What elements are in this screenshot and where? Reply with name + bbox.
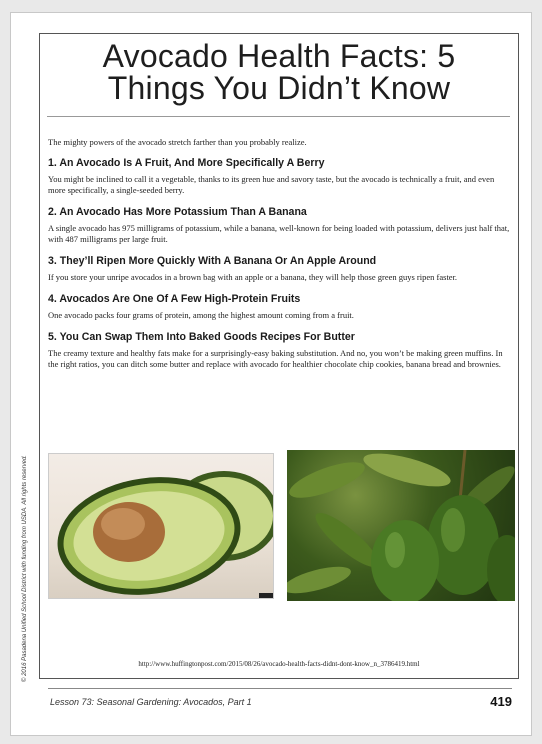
- fact-body-5: The creamy texture and healthy fats make for a surprisingly-easy baking substitution. And no, you won’t be making green muffins. In the right ratios, you can ditch some butter and replace with avocado for healthier chocolate chip cookies, banana bread and brownies.: [48, 348, 503, 369]
- page-number: 419: [490, 694, 512, 709]
- fact-body-3: If you store your unripe avocados in a brown bag with an apple or a banana, they will help those green guys ripen faster.: [48, 272, 458, 282]
- halved-avocado-photo: [48, 453, 274, 599]
- fact-heading-5: 5. You Can Swap Them Into Baked Goods Recipes For Butter: [48, 331, 355, 343]
- title-line-2: Things You Didn’t Know: [107, 70, 451, 106]
- leaf: [360, 450, 453, 493]
- fact-section-2: [48, 206, 510, 245]
- fact-heading-3: 3. They’ll Ripen More Quickly With A Banana Or An Apple Around: [48, 255, 377, 267]
- avocado-pit-highlight: [101, 508, 145, 540]
- fact-section-5: [48, 331, 510, 370]
- fact-body-2: A single avocado has 975 milligrams of potassium, while a banana, well-known for being loaded with potassium, delivers just half that, with 487 milligrams per large fruit.: [48, 223, 510, 244]
- article-body: [48, 137, 510, 380]
- avocado-fruit-shine: [385, 532, 405, 568]
- avocado-fruit: [371, 520, 439, 601]
- source-url[interactable]: http://www.huffingtonpost.com/2015/08/26/avocado-health-facts-didnt-dont-know_n_3786419.html: [138, 660, 420, 668]
- avocado-fruit-shine: [441, 508, 465, 552]
- fact-body-4: One avocado packs four grams of protein, among the highest amount coming from a fruit.: [48, 310, 354, 320]
- halved-avocado-illustration: [49, 454, 274, 599]
- page-title: [39, 40, 519, 104]
- leaf: [287, 561, 353, 598]
- leaf: [287, 455, 369, 505]
- lesson-title: Lesson 73: Seasonal Gardening: Avocados, Part 1: [50, 697, 252, 707]
- fact-section-4: [48, 293, 510, 321]
- fact-heading-1: 1. An Avocado Is A Fruit, And More Specifically A Berry: [48, 157, 325, 169]
- fact-heading-4: 4. Avocados Are One Of A Few High-Protein Fruits: [48, 293, 301, 305]
- avocado-tree-illustration: [287, 450, 515, 601]
- copyright-notice: © 2016 Pasadena Unified School District with funding from USDA. All rights reserved.: [22, 455, 28, 682]
- title-divider: [47, 116, 510, 117]
- fact-body-1: You might be inclined to call it a vegetable, thanks to its green hue and savory taste, but the avocado is technically a fruit, and even more specifically, a single-seeded berry.: [48, 174, 495, 195]
- fact-section-1: [48, 157, 510, 196]
- intro-paragraph: The mighty powers of the avocado stretch farther than you probably realize.: [48, 137, 307, 147]
- fact-section-3: [48, 255, 510, 283]
- footer-divider: [48, 688, 512, 689]
- fact-heading-2: 2. An Avocado Has More Potassium Than A Banana: [48, 206, 307, 218]
- photo-credit-badge: [259, 593, 273, 599]
- title-line-1: Avocado Health Facts: 5: [102, 38, 456, 74]
- avocado-tree-photo: [287, 450, 515, 601]
